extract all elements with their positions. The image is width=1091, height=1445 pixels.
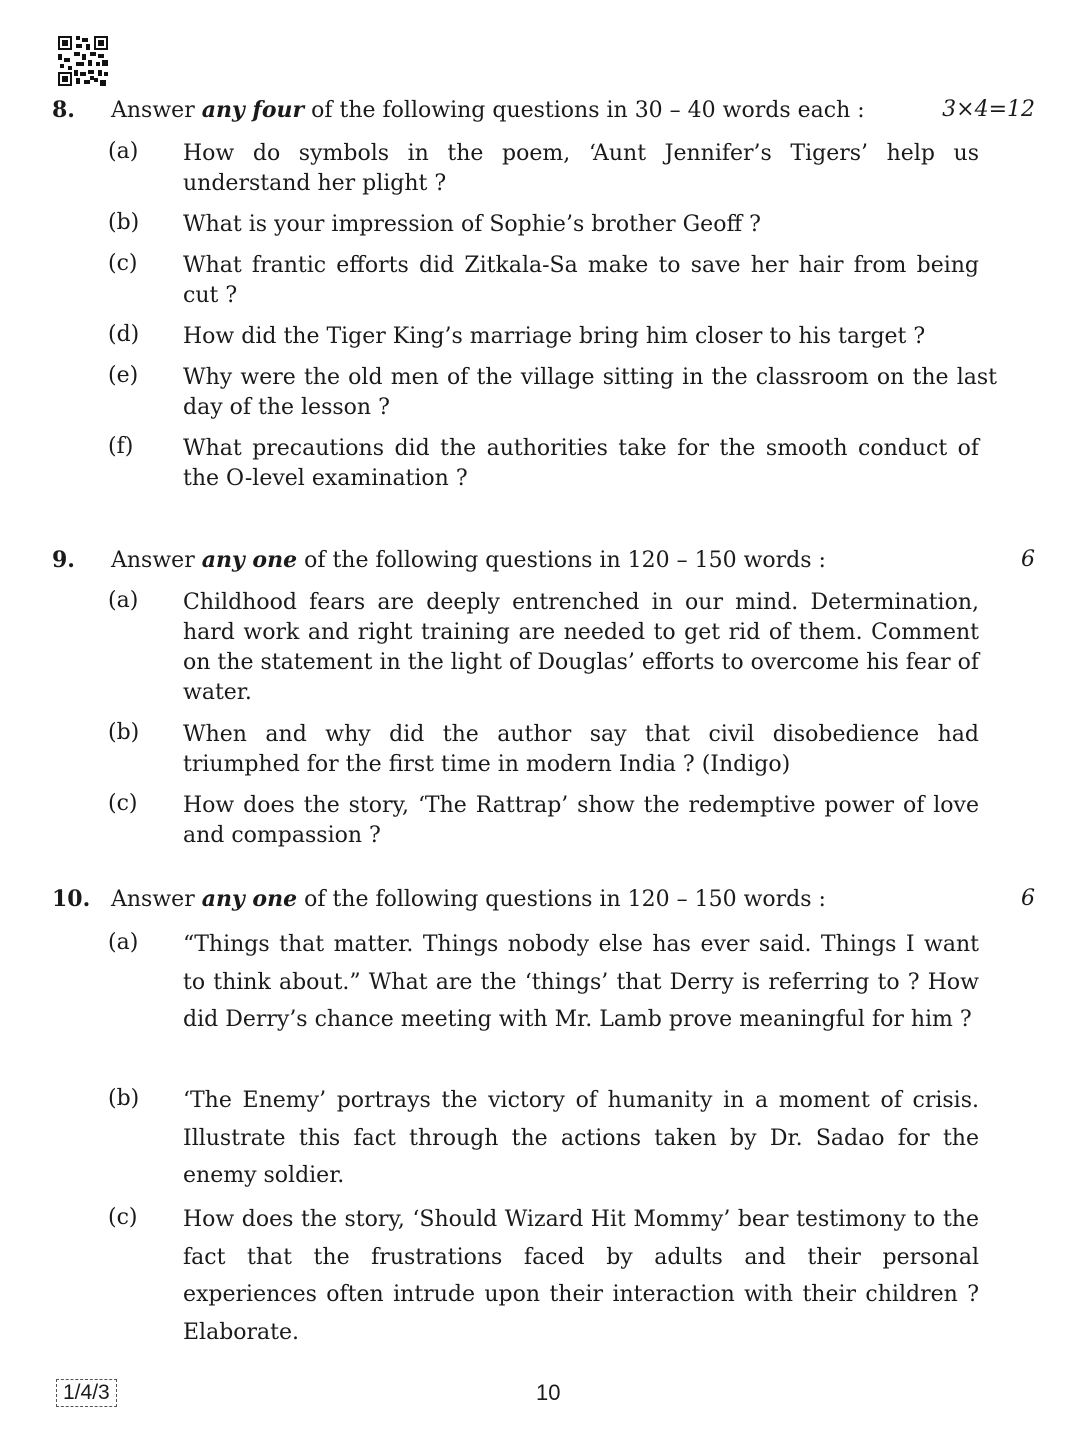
- item-label: (f): [108, 434, 134, 459]
- item-label: (b): [108, 210, 140, 235]
- item-text: Why were the old men of the village sitting in the classroom on the last day of the lesson ?: [183, 365, 997, 420]
- item-text: “Things that matter. Things nobody else has ever said. Things I want to think about.” What are the ‘things’ that Derry is referring to ? How did Derry’s chance meeting with Mr. Lamb prove meaningful for him ?: [183, 932, 979, 1032]
- item-label: (e): [108, 363, 139, 388]
- item-label: (b): [108, 720, 140, 745]
- item-text: How do symbols in the poem, ‘Aunt Jennifer’s Tigers’ help us understand her plight ?: [183, 141, 979, 196]
- question-marks: 6: [1021, 886, 1035, 911]
- question-9-header: [0, 547, 1091, 581]
- item-label: (d): [108, 322, 140, 347]
- item-text: What precautions did the authorities take for the smooth conduct of the O-level examination ?: [183, 436, 979, 491]
- item-label: (c): [108, 251, 138, 276]
- item-text: How does the story, ‘Should Wizard Hit Mommy’ bear testimony to the fact that the frustrations faced by adults and their personal experiences often intrude upon their interaction with their children ? Elaborate.: [183, 1207, 979, 1345]
- item-label: (c): [108, 1205, 138, 1230]
- instruction-emphasis: any one: [201, 886, 298, 912]
- question-instruction: Answer any one of the following questions in 120 – 150 words :: [111, 886, 826, 912]
- item-text: How did the Tiger King’s marriage bring him closer to his target ?: [183, 324, 926, 349]
- question-instruction: Answer any four of the following questions in 30 – 40 words each :: [111, 97, 865, 123]
- item-label: (a): [108, 930, 139, 955]
- page-number: 10: [536, 1380, 561, 1405]
- question-number: 10.: [52, 886, 91, 912]
- item-label: (a): [108, 139, 139, 164]
- item-text: Childhood fears are deeply entrenched in our mind. Determination, hard work and right training are needed to get rid of them. Comment on the statement in the light of Douglas’ efforts to overcome his fear of water.: [183, 590, 979, 705]
- question-number: 8.: [52, 97, 75, 123]
- item-text: What frantic efforts did Zitkala-Sa make to save her hair from being cut ?: [183, 253, 979, 308]
- question-10-header: [0, 886, 1091, 920]
- question-8-header: [0, 97, 1091, 131]
- question-marks: 6: [1021, 547, 1035, 572]
- item-label: (a): [108, 588, 139, 613]
- item-text: How does the story, ‘The Rattrap’ show the redemptive power of love and compassion ?: [183, 793, 979, 848]
- item-label: (c): [108, 791, 138, 816]
- question-marks: 3×4=12: [942, 97, 1035, 122]
- instruction-emphasis: any one: [201, 547, 298, 573]
- item-text: When and why did the author say that civil disobedience had triumphed for the first time in modern India ? (Indigo): [183, 722, 979, 777]
- item-text: What is your impression of Sophie’s brother Geoff ?: [183, 212, 761, 237]
- paper-code: 1/4/3: [56, 1379, 117, 1407]
- item-text: ‘The Enemy’ portrays the victory of humanity in a moment of crisis. Illustrate this fact through the actions taken by Dr. Sadao for the enemy soldier.: [183, 1088, 979, 1188]
- question-number: 9.: [52, 547, 75, 573]
- qr-code-icon: [58, 36, 108, 86]
- item-label: (b): [108, 1086, 140, 1111]
- instruction-emphasis: any four: [201, 97, 305, 123]
- question-instruction: Answer any one of the following questions in 120 – 150 words :: [111, 547, 826, 573]
